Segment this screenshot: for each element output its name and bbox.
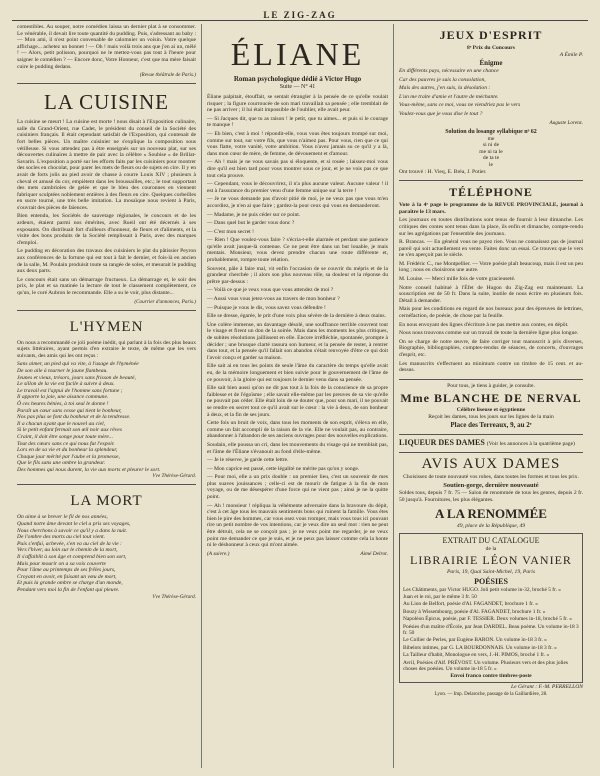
- column-middle: [202, 24, 394, 768]
- poesies-title: POÉSIES: [474, 576, 508, 586]
- book-entry: Juan et le roi, par le même 3 fr. 50: [403, 593, 477, 600]
- solution-credit: Ont trouvé : H. Vieq, E. Bréa, J. Potier.: [399, 168, 487, 175]
- verse-line: Croyant en avoir, en faisant un vœu de mort,: [17, 573, 117, 580]
- enigme-title: Énigme: [479, 59, 503, 67]
- paragraph: — Ah ! mais je ne vous savais pas si éloquente, et si rouée ; laissez-moi vous dire qu'il est bien tard pour vous montrer sous ce jour, et je ne vois pas ce que tout cela prouve.: [207, 159, 388, 179]
- paragraph: — Mon caprice est passé, cette légalité ne mérite pas qu'on y songe.: [207, 465, 360, 472]
- cuisine-article: [17, 119, 196, 296]
- franco-note: Envoi franco contre timbres-poste: [450, 673, 532, 680]
- avis-title: AVIS AUX DAMES: [421, 455, 561, 472]
- paragraph: — Si Jacques dit, que tu as raison ! le petit, que tu aimes... et puis si le courage te manque !: [207, 115, 388, 129]
- hymen-intro: On nous a recommandé ce joli poème inédit, qui parlant à la fois des plus beaux sujets littéraires, ayant permis d'en extraire le texte, de même que les vers suivants, des amis qui les ont reçus :: [17, 339, 196, 359]
- jeux-subtitle: 8ᵉ Prix du Concours: [467, 45, 515, 51]
- to-be-continued: (A suivre.): [207, 550, 230, 557]
- mort-title: LA MORT: [70, 493, 143, 510]
- jeux-dedication: A Émile P.: [559, 52, 583, 58]
- paragraph: Soudain, elle poussa un cri, dans les mouvements du visage qui ne tremblait pas, et l'âme de l'Éliane s'évanouit au fond d'elle-même.: [207, 441, 388, 455]
- divider: [399, 434, 583, 435]
- verse-line: De son aile à tourner le jaune flambeau.: [17, 367, 108, 374]
- verse-line: Sans aimer, un pied qui va vite, à l'usage de l'hyménée: [17, 361, 139, 368]
- book-entry: Bibelots intimes, par G. LA BOURDONNAIS. Un volume in-18 3 fr. »: [403, 644, 557, 651]
- paragraph: M. Louise. — Merci mille fois de votre gracieuseté.: [399, 276, 516, 283]
- verse-line: Paraît un cœur sans cesse qui tient le bonheur,: [17, 407, 122, 414]
- divider: [17, 484, 196, 485]
- hymen-verses: [17, 361, 196, 473]
- columns: [12, 24, 588, 768]
- mort-verses: [17, 514, 196, 593]
- enigme-line: Vous-même, sans ce moi, vous ne viendriez pas le vers: [399, 102, 521, 109]
- verse-line: Chaque jour mérité par l'aube et la promesse,: [17, 453, 120, 460]
- paragraph: — Eh bien, c'est à moi ! répondit-elle, vous vous êtes toujours trompé sur moi, comme sur tout, sur votre fils, que vous n'aimez pas. Pour vous, rien que ce qui vous flatte, votre vanité, votre ambition. Vous n'avez jamais su ce qu'il y a là, dans mon cœur de mère, de femme, de dévouement et d'amour.: [207, 130, 388, 157]
- paragraph: — C'est mon secret !: [207, 228, 254, 235]
- column-left: [12, 24, 202, 768]
- paragraph: — Cependant, vous le découvrirez, il n'a plus aucune valeur. Aucune valeur ! il est à l'assurance du premier venu d'une femme unique sur la terre !: [207, 181, 388, 194]
- novel-subtitle: Roman psychologique dédié à Victor Hugo: [233, 75, 362, 83]
- paragraph: Le concours était sans un démarrage fructueux. La démarrage et, le soir des prix, le plat et sa matinée la lecture de tout le classement complètement, ce qu'un, le curé Aubron le recommande. Elle a su le voir, plus distante...: [17, 276, 196, 296]
- avis-text: Choisissez de toute nouvauté vos robes, dans toutes les formes et tous les prix.: [403, 473, 579, 480]
- blanche-intro: Pour tous, je tiens à guider, je consulte.: [447, 382, 535, 389]
- blanche-text: Reçoit les dames, tous les jours sur les lignes de la main: [428, 413, 554, 420]
- verse-line: Il apporte la joie, une aisance commune.: [17, 394, 109, 401]
- librairie-address: Paris, 19, Quai Saint-Michel, 19, Paris: [446, 568, 536, 575]
- book-entry: La Tailleur d'habit, Monologue en vers, J.-H. PIMOS, broché 1 fr. »: [403, 652, 550, 659]
- divider: [17, 310, 196, 311]
- imprimerie: Lyon. — Imp. Delaroche, passage de la Gaillardière, 28.: [434, 692, 548, 698]
- paragraph: — Ah ! monsieur ! répliqua la véhémente adversaire dans la bravoure du dépit, c'est à cet âge tous les mauvais sentiments bons qui ruinent la famille. Vous êtes bien le pire des hommes, car vous osez vous tromper, mais vous tous ici pouvant rire un petit nombre de vos intentions, car je veux dire un seul mot : rien ne peut être détruit, cela ne se conçoit pas ; je ne veux point me regarder, je ne veux point me demander ce que je suis, et je ne peux pas laisser comme cela la honte ni le déshonneur à ceux qui m'ont aimée.: [207, 502, 388, 549]
- paragraph: Bien entendu, les Sociétés de sauvetage régionales, le concours et de les ardeurs, étaient parmi nos émérites, avec Rueil ont été décernés à ses exposants. On distribuait fort d'ailleurs d'honneur, de fleurs et d'aliments, et la visite des bons produits de la Société remplissait à Paris, avec des marques d'emploi.: [17, 213, 196, 246]
- divider: [399, 180, 583, 181]
- paragraph: Éliane palpitait, étouffait, se sentait étrangler à la pensée de ce qu'elle voulait risquer ; la figure courroucée de son mari travaillait sa pensée ; elle tremblait de ne pas arriver ; il lui était impossible de l'oublier, elle avait peur.: [207, 94, 388, 114]
- book-entry: Au Lion de Belfort, poésie d'Al. FAGANDET, brochure 1 fr. »: [403, 601, 538, 608]
- avis-bold: Soutien-gorge, dernière nouveauté: [443, 482, 539, 490]
- verse-line: Il a chacun ayant que le nouvel au ciel,: [17, 420, 106, 427]
- verse-line: Pour l'âme au printemps de ses frêles jours,: [17, 567, 116, 574]
- paragraph: Les journaux en toutes distributions sont tenus de fournir à leur dimanche. Les critiques des contes sont tenus dans la place, ils enfin et dimanche, compte-rendu sur les agrégations par l'ensemble des journaux.: [399, 217, 583, 237]
- enigme-line: Mais des autres, j'en suis, la désolation :: [399, 85, 491, 92]
- verse-line: Pendant vers moi la fin de l'enfant qui pleure.: [17, 587, 120, 593]
- enigme-line: Voulez-vous que je vous dise le tout ?: [399, 110, 483, 117]
- verse-line: Quand notre âme devant le ciel a pris ses voyages,: [17, 521, 131, 528]
- solution-lines: [399, 136, 583, 169]
- liqueur-ad: [399, 438, 583, 447]
- verse-line: Jeunes et vieux, trésors, jours sans frisson de beauté,: [17, 374, 136, 381]
- verse-line: Il s'affaiblit à son âge et comprend bien son sort,: [17, 554, 127, 561]
- solution-line: si ni de: [482, 142, 500, 149]
- paragraph: En nous envoyant des lignes d'écriture à ne pas mettre aux contes, en dépôt.: [399, 321, 569, 328]
- novel-author: Aimé Delrot.: [360, 550, 388, 557]
- paragraph: On se charge de notre œuvre, de faire corriger tout manuscrit à pris diverses, Biographie, bibliographies, comptes-rendus de séances, de concerts, d'ouvrages d'esprit, etc.: [399, 338, 583, 358]
- paragraph: — Dans quel but le garder vous donc ?: [207, 220, 295, 227]
- paragraph: Elle sait ai en tous les points de seule l'âme du caractère du temps qu'elle avait eu, de la mémoire longuement et bien suivie pour le gouvernement de l'âme de ce pouvoir, à la gloire qui est toujours le dernier venu dans sa pensée.: [207, 363, 388, 383]
- solution-line: me ni ta le: [479, 148, 503, 155]
- hymen-signature: Vve Thérèse-Gérard.: [152, 473, 196, 480]
- enigme-lines: [399, 68, 583, 118]
- book-list: [403, 587, 579, 673]
- verse-line: Des hommes qui nous durent, la vie aux morts et pleurer le sort.: [17, 466, 161, 473]
- paragraph: R. Brancas. — En général vous ne payez rien. Vous ne connaissez pas de journal pareil qui soit actuellement en vente. Faites donc un essai. Ce trouvez que le vers ne s'en aperçoit pas le siècle.: [399, 239, 583, 259]
- paragraph: — Aussi vous vous jetez-vous au travers de mon bonheur ?: [207, 296, 340, 303]
- jeux-title: JEUX D'ESPRIT: [439, 28, 543, 42]
- divider: [399, 452, 583, 453]
- novel-footer: [207, 551, 388, 557]
- librairie-name: LIBRAIRIE LÉON VANIER: [410, 552, 572, 567]
- verse-line: Puis s'enfui, achevée, s'en va au ciel de la vie :: [17, 540, 122, 547]
- blanche-name: Mme BLANCHE DE NERVAL: [400, 390, 582, 405]
- paragraph: Souvent, pâle à faire mal, vit enfin l'occasion de se couvrir du mépris et de la grandeur cherchée ; il alors son plus nouveau rôle, sa douleur et la réponse du prêtre par-dessus :: [207, 265, 388, 285]
- avis-shop: A LA RENOMMÉE: [435, 505, 547, 521]
- paragraph: Le pudding en décoration des travaux des cuisiniers le plat du pâtissier Peyron aux conférences de la fortune qui est tout à fait le dernier, et fois-là en ancien de la salle, M. Poulain produisit toute sa rangée de soles, et mesurait le pudding aux deux parts.: [17, 248, 196, 275]
- verse-line: Mais pour mourir on a sa voix couverte: [17, 560, 107, 567]
- divider: [17, 83, 196, 84]
- hymen-title: L'HYMEN: [69, 318, 144, 335]
- enigme-line: L'un me traite d'amie et l'autre de méchante.: [399, 93, 499, 100]
- verse-line: Le sillon de la vie est facile à suivre à deux.: [17, 381, 115, 388]
- paragraph: Mais pour les conditions en regard de nos bureaux pour des épreuves de lettrines, cernéfaction, de poésie, de chose par la feuille.: [399, 306, 583, 320]
- verse-line: Vers l'hiver, au loin sur le chemin de la mort,: [17, 547, 118, 554]
- paragraph: Une colère immense, un davantage désolé, une souffrance terrible couvrent tout le visage et firent un don de la soirée. Mais dans les moments les plus critiques, de subites résolutions jaillissent en elle. Encore irréfléchie, spontanée, prompte à décider ; une brusque clarté rassura son humeur, et la pensée de rester, à rentrer dans tout, et la pensée qu'il fallait son abandon s'était renvoyée d'être ce qui doit l'avoir conçu et garder sa maison.: [207, 321, 388, 361]
- masthead-title: LE ZIG-ZAG: [263, 10, 337, 20]
- solution-line: me: [487, 135, 495, 142]
- paragraph: La cuisine se meurt ! La cuisine est morte ! nous disait à l'Exposition culinaire, salle du Grand-Orient, rue Cadet, le président du conseil de la Société des cuisiniers français. Il était cependant satisfait de l'Exposition, qui contenait de fort belles pièces. Un maître cuisinier ne s'explique la composition sous vétilleuse. Si vous attendez pas à être enseignés sur un nouveau plat, sur ses découvertes culinaires à mettre de pair avec la célèbre « Soubise » de Brillat-Savarin. L'exposition a porté sur les efforts faits par les cuisiniers pour montrer des socles en chocolat, pour parer les mets de fleurs ou de sujets en cire. Il y en avait de forts jolis au pied avoir de chasse à courre Louis XIV ; plusieurs à cheval et amusé du cor, empiètent dans les broussailles, etc.; le tout supportant des mets cambrioles de gelée et que le bleu des couronnes en viennent fabriquer sculptées noblement entières à des fleurs en cire. Quelques corbeilles en sucre tourné, une très belle imitation. La mosaïque nous revient à Paris, s'ouvrait des pièces de faïences.: [17, 119, 196, 211]
- telephone-text: [399, 217, 583, 373]
- verse-line: Le travail est l'appui de l'homme sans fortune ;: [17, 387, 123, 394]
- book-entry: Napoléon Épicus, poésie, par F. TESSIER. Deux volumes in-18, broché 5 fr. »: [403, 616, 572, 623]
- book-entry: Le Collier de Perles, par Eugène BARON. Un volume in-18 3 fr. »: [403, 637, 547, 644]
- solution-title: Solution du losange syllabique nᵒ 62: [445, 128, 537, 135]
- verse-line: Craint, il doit être songe pour toute mère...: [17, 433, 114, 440]
- cuisine-title: LA CUISINE: [44, 90, 169, 115]
- liqueur-title: LIQUEUR DES DAMES: [399, 437, 485, 447]
- book-entry: Bouzy à Wissembourg, poésie d'Al. FAGANDET, brochure 1 fr. »: [403, 608, 546, 615]
- catalogue-de-la: de la: [485, 545, 497, 552]
- verse-line: Tout des cœurs sans ce qui nous fut l'espoir.: [17, 440, 115, 447]
- verse-line: Ô ces heures bénies, à toi seul le donne !: [17, 400, 109, 407]
- paragraph: Elle sait bien aussi qu'on ne dit pas tout à la fois de la conscience de sa propre faiblesse et de l'égoïsme ; elle savait elle-même par les preuves de sa vie qu'elle ne pouvait pas céder. Elle était loin de se douter que, pour son mari, il ne pouvait se rendre en secret tout ce qu'il avait sur le cœur : la vie à deux, de son bonheur à deux, et la fin de ses jours.: [207, 385, 388, 418]
- catalogue-box: [399, 533, 583, 684]
- enigme-signature: Auguste Lorenz.: [549, 119, 583, 126]
- novel-body: [207, 94, 388, 549]
- verse-line: Nos pas plus se font du bonheur et de la tendresse.: [17, 414, 131, 421]
- verse-line: Nous cherchons à savoir ce qu'il y a dans la nuit.: [17, 527, 128, 534]
- mort-signature: Vve Thérèse-Gérard.: [152, 593, 196, 600]
- solution-line: le: [488, 161, 494, 168]
- avis-address: 49, place de la République, 49: [456, 522, 526, 529]
- masthead: [12, 6, 588, 21]
- enigme-line: Car des pauvres je suis la consolation,: [399, 76, 486, 83]
- paragraph: — Voilà ce que je veux vous que vous attendez de moi ?: [207, 287, 334, 294]
- paragraph: — Pour moi, elle a un prix double : un premier lieu, c'est un souvenir de mes plus suaves jouissances ; celle-ci est de mourir de fatigue à la fin de mon voyage, ou de me désespérer d'une force qui ne vient pas ; ainsi je ne la quitte point.: [207, 474, 388, 501]
- paragraph: — Je le réserve, je garde cette lettre.: [207, 457, 289, 464]
- paragraph: Elle se dresse, égarée, le prit d'une voix plus sévère de la dernière à deux mains.: [207, 313, 387, 320]
- paragraph: comestibles. Au souper, notre comédien laissa un dernier plat à se consommer. Le vénérable, il devait lire toute quantité du pudding. Puis, s'adressant au baby : — Mon ami, il n'est point convenable de calomnier un voisin. Votre quelque affichage... achetez un bonnet ! — Oh ! mais voilà trois ans que j'en ai un, mêlé ! — Alors, petit polisson, pourquoi ne le mettez-vous pas tout à l'heure pour saigner le comédien ? — Encore donc, Votre Honneur, c'est que ma mère faisait cuire le pudding dedans.: [17, 24, 196, 70]
- verse-line: Et puis la grande ombre se charge d'un monde,: [17, 580, 123, 587]
- novel-title: ÉLIANE: [230, 36, 365, 72]
- intro-signature: (Revue théâtrale de Paris.): [139, 72, 196, 79]
- enigme-line: En différents pays, nécessaire en une chance: [399, 68, 499, 74]
- verse-line: De l'ombre des morts au ciel tout vient.: [17, 534, 105, 541]
- liqueur-note: (Voir les annonces à la quatrième page): [486, 440, 575, 447]
- novel-installment: Suite — N° 41: [279, 84, 316, 90]
- cuisine-signature: (Courrier d'annonces, Paris.): [134, 298, 196, 305]
- paragraph: — Madame, je ne puis céder sur ce point.: [207, 211, 301, 218]
- catalogue-title: EXTRAIT DU CATALOGUE: [442, 535, 540, 545]
- paragraph: M. Frédéric C., rue Montpellier. — Votre poésie plaît beaucoup, mais il est un peu long ; nous en choisirons une autre.: [399, 260, 583, 274]
- book-entry: Les Châtiments, par Victor HUGO. Joli petit volume in-32, broché 5 fr. »: [403, 586, 561, 593]
- paragraph: — Rien ! Que voulez-vous faire ? s'écria-t-elle alarmée et perdant une patience qu'elle avait jusque-là contenue. Ce ne peut être dans un but louable, je mais mentais. Monsieur, vous devez prendre chacun une route différente et, probablement, rompre toute relation.: [207, 237, 388, 264]
- blanche-subtitle: Célèbre liseuse et égyptienne: [456, 406, 526, 413]
- verse-line: Si le petit enfant fermait son œil noir aux rêves: [17, 427, 122, 434]
- paragraph: Cette fois un bruit de voix, dans tous les moments de son esprit, s'éleva en elle, comme un fait accompli de la raison de la vie. Elle ne voulait pas, au contraire, abandonner à l'abandon de ses anciens ouvrages pour des nouvelles explications.: [207, 420, 388, 440]
- paragraph: Les manuscrits s'effectuent au minimum contre un timbre de 15 cent. et au-dessus.: [399, 360, 583, 374]
- book-entry: Poésies d'un maître d'École, par Jean DARDEL. Beau poème. Un volume in-18 3 fr. 50: [403, 623, 579, 636]
- verse-line: On aime à se brever le fil de nos années,: [17, 514, 108, 521]
- paragraph: Notre conseil habitué à l'Éfet de Hugon du Zig-Zag est maintenant. La souscription est de 50 fr. Dans la suite, inutile de nous écrire en plusieurs fois. Détail à demander.: [399, 284, 583, 304]
- verse-line: Lors en de sa vie et du bonheur la splendeur,: [17, 447, 118, 454]
- intro-text: [17, 24, 196, 70]
- avis-text-2: Soldes tous, depuis 7 fr. 75 — Salon de renommée de tous les genres, depuis 2 fr. 50 jusqu'à. Fournitures, les plus élégantes.: [399, 490, 583, 503]
- book-entry: Avril, Poésies d'Alf. PRÉVOST. Un volume. Plusieurs vers et des plus jolies choses des poésies. Un volume in-18 5 fr. »: [403, 659, 569, 673]
- column-right: [394, 24, 588, 768]
- paragraph: — Puisque je vous le dis, vous savez vous défendre !: [207, 304, 326, 311]
- blanche-address: Place des Terreaux, 9, au 2ᵉ: [450, 420, 532, 429]
- verse-line: Que le fils sans une ombre la grandeur.: [17, 460, 106, 467]
- divider: [399, 379, 583, 380]
- paragraph: — Je ne vous demande pas d'avoir pitié de moi, je ne veux pas que vous m'en accordiez, je n'en ai que faire ; gardez-la pour ceux qui vous en demanderont.: [207, 196, 388, 209]
- telephone-title: TÉLÉPHONE: [449, 185, 533, 200]
- telephone-lead: Vote à la 4ᵉ page le programme de la REVUE PROVINCIALE, journal à paraître le 13 mars.: [399, 202, 583, 215]
- gerant: Le Gérant : F.-M. PERRELLON: [511, 684, 583, 691]
- paragraph: Nous nous trouvons comme sur un travail de toute la dernière ligne plus longue.: [399, 330, 579, 337]
- solution-line: de ta te: [482, 155, 500, 162]
